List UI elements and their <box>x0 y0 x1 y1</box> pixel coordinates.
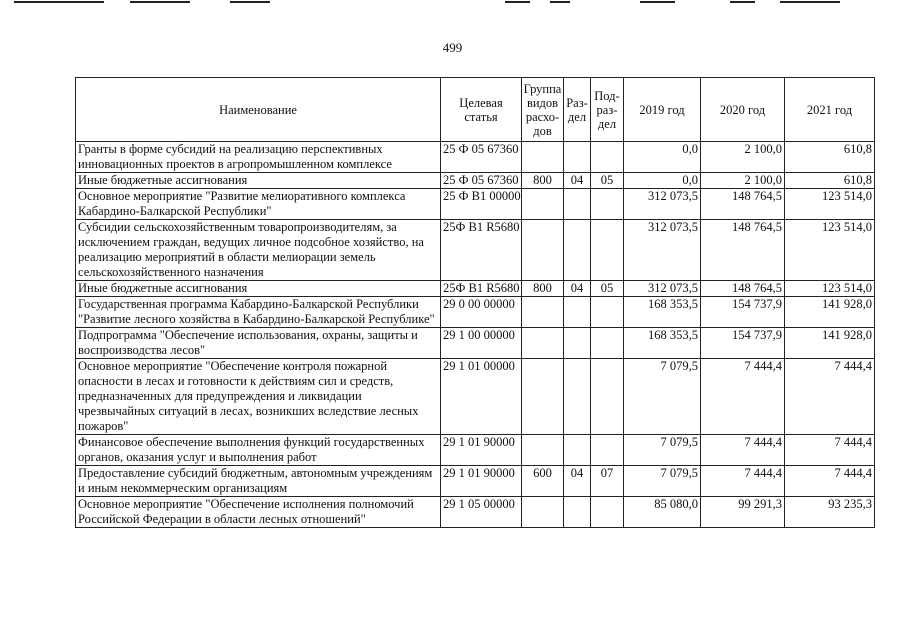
table-row <box>76 220 875 281</box>
row-value-2019: 0,0 <box>624 142 701 173</box>
row-value-2020: 7 444,4 <box>701 359 785 435</box>
row-name: Иные бюджетные ассигнования <box>76 281 441 297</box>
row-subsection <box>591 359 624 435</box>
header-2020: 2020 год <box>701 78 785 142</box>
row-subsection <box>591 297 624 328</box>
row-subsection <box>591 497 624 528</box>
row-expense-group <box>522 328 564 359</box>
header-subsection: Под-раз-дел <box>591 78 624 142</box>
row-name: Основное мероприятие "Обеспечение контроля пожарной опасности в лесах и готовности к действиям сил и средств, предназначенных для предупреждения и ликвидации чрезвычайных ситуаций в лесах, возникших вследствие лесных пожаров" <box>76 359 441 435</box>
row-value-2021: 141 928,0 <box>785 297 875 328</box>
row-value-2021: 141 928,0 <box>785 328 875 359</box>
row-name: Основное мероприятие "Развитие мелиоративного комплекса Кабардино-Балкарской Республики" <box>76 189 441 220</box>
row-target-article: 25 Ф В1 00000 <box>441 189 522 220</box>
row-value-2019: 0,0 <box>624 173 701 189</box>
row-subsection <box>591 142 624 173</box>
row-expense-group <box>522 297 564 328</box>
row-subsection: 05 <box>591 173 624 189</box>
row-target-article: 29 1 01 90000 <box>441 466 522 497</box>
row-target-article: 29 1 00 00000 <box>441 328 522 359</box>
table-row <box>76 189 875 220</box>
row-value-2020: 154 737,9 <box>701 297 785 328</box>
header-2021: 2021 год <box>785 78 875 142</box>
row-value-2020: 154 737,9 <box>701 328 785 359</box>
row-section: 04 <box>564 466 591 497</box>
row-subsection <box>591 189 624 220</box>
header-target-article: Целевая статья <box>441 78 522 142</box>
page-number: 499 <box>442 40 463 55</box>
row-subsection <box>591 328 624 359</box>
row-value-2021: 93 235,3 <box>785 497 875 528</box>
row-value-2021: 7 444,4 <box>785 466 875 497</box>
row-expense-group <box>522 435 564 466</box>
row-expense-group: 800 <box>522 281 564 297</box>
row-value-2020: 7 444,4 <box>701 435 785 466</box>
scan-top-edge-marks <box>0 0 905 6</box>
row-target-article: 29 0 00 00000 <box>441 297 522 328</box>
row-value-2020: 2 100,0 <box>701 142 785 173</box>
row-value-2021: 123 514,0 <box>785 220 875 281</box>
row-value-2021: 123 514,0 <box>785 189 875 220</box>
row-name: Иные бюджетные ассигнования <box>76 173 441 189</box>
row-section: 04 <box>564 173 591 189</box>
row-target-article: 25 Ф 05 67360 <box>441 173 522 189</box>
row-expense-group <box>522 359 564 435</box>
table-row <box>76 435 875 466</box>
row-value-2019: 85 080,0 <box>624 497 701 528</box>
row-name: Гранты в форме субсидий на реализацию перспективных инновационных проектов в агропромышленном комплексе <box>76 142 441 173</box>
row-section <box>564 435 591 466</box>
row-value-2021: 610,8 <box>785 142 875 173</box>
row-target-article: 29 1 01 00000 <box>441 359 522 435</box>
table-row <box>76 281 875 297</box>
header-section: Раз-дел <box>564 78 591 142</box>
header-2019: 2019 год <box>624 78 701 142</box>
row-value-2020: 99 291,3 <box>701 497 785 528</box>
row-name: Подпрограмма "Обеспечение использования, охраны, защиты и воспроизводства лесов" <box>76 328 441 359</box>
row-value-2021: 7 444,4 <box>785 359 875 435</box>
row-target-article: 29 1 01 90000 <box>441 435 522 466</box>
row-expense-group: 800 <box>522 173 564 189</box>
table-row <box>76 359 875 435</box>
table-row <box>76 466 875 497</box>
row-target-article: 29 1 05 00000 <box>441 497 522 528</box>
row-subsection: 07 <box>591 466 624 497</box>
row-section <box>564 497 591 528</box>
row-section <box>564 189 591 220</box>
row-expense-group <box>522 497 564 528</box>
table-row <box>76 297 875 328</box>
row-expense-group <box>522 142 564 173</box>
row-name: Финансовое обеспечение выполнения функций государственных органов, оказания услуг и выполнения работ <box>76 435 441 466</box>
row-name: Предоставление субсидий бюджетным, автономным учреждениям и иным некоммерческим организациям <box>76 466 441 497</box>
table-row <box>76 173 875 189</box>
row-subsection: 05 <box>591 281 624 297</box>
row-expense-group <box>522 189 564 220</box>
header-name: Наименование <box>76 78 441 142</box>
row-section <box>564 142 591 173</box>
row-value-2020: 148 764,5 <box>701 220 785 281</box>
table-header-row <box>76 78 875 142</box>
row-target-article: 25Ф В1 R5680 <box>441 220 522 281</box>
row-section <box>564 220 591 281</box>
row-value-2019: 312 073,5 <box>624 281 701 297</box>
row-section: 04 <box>564 281 591 297</box>
row-value-2020: 148 764,5 <box>701 189 785 220</box>
header-expense-group: Группа видов расхо-дов <box>522 78 564 142</box>
row-section <box>564 297 591 328</box>
table-row <box>76 142 875 173</box>
row-name: Субсидии сельскохозяйственным товаропроизводителям, за исключением граждан, ведущих личное подсобное хозяйство, на реализацию мероприятий в области мелиорации земель сельскохозяйственного назначения <box>76 220 441 281</box>
row-value-2021: 123 514,0 <box>785 281 875 297</box>
row-value-2019: 168 353,5 <box>624 328 701 359</box>
table-row <box>76 497 875 528</box>
row-target-article: 25 Ф 05 67360 <box>441 142 522 173</box>
row-value-2019: 312 073,5 <box>624 220 701 281</box>
row-name: Основное мероприятие "Обеспечение исполнения полномочий Российской Федерации в области лесных отношений" <box>76 497 441 528</box>
row-target-article: 25Ф В1 R5680 <box>441 281 522 297</box>
row-value-2020: 7 444,4 <box>701 466 785 497</box>
row-value-2019: 7 079,5 <box>624 466 701 497</box>
budget-table <box>75 77 875 528</box>
row-value-2019: 168 353,5 <box>624 297 701 328</box>
row-value-2019: 312 073,5 <box>624 189 701 220</box>
row-value-2020: 148 764,5 <box>701 281 785 297</box>
row-value-2021: 7 444,4 <box>785 435 875 466</box>
row-value-2019: 7 079,5 <box>624 435 701 466</box>
row-value-2020: 2 100,0 <box>701 173 785 189</box>
table-row <box>76 328 875 359</box>
row-section <box>564 328 591 359</box>
row-section <box>564 359 591 435</box>
row-value-2021: 610,8 <box>785 173 875 189</box>
row-expense-group <box>522 220 564 281</box>
row-value-2019: 7 079,5 <box>624 359 701 435</box>
row-expense-group: 600 <box>522 466 564 497</box>
row-name: Государственная программа Кабардино-Балкарской Республики "Развитие лесного хозяйства в Кабардино-Балкарской Республике" <box>76 297 441 328</box>
row-subsection <box>591 220 624 281</box>
row-subsection <box>591 435 624 466</box>
